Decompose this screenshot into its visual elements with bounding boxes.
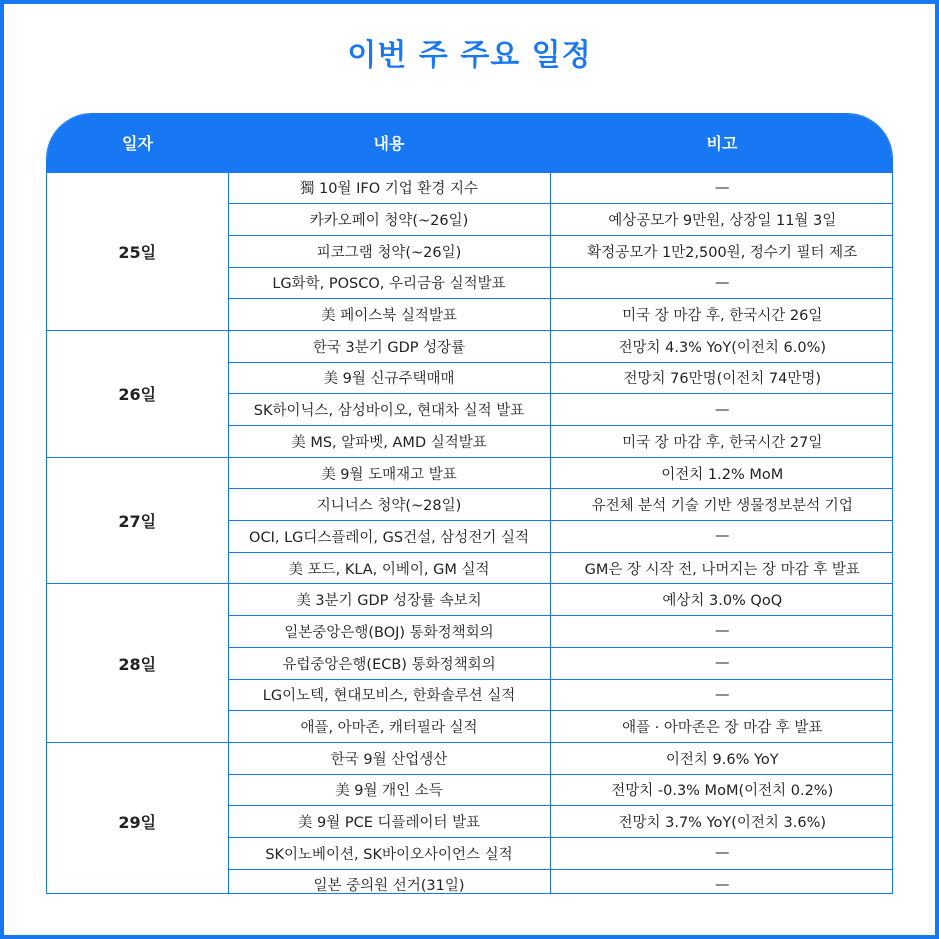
content-cell: 美 포드, KLA, 이베이, GM 실적 xyxy=(228,552,550,584)
content-cell: 피코그램 청약(~26일) xyxy=(228,235,550,267)
table-row xyxy=(47,584,893,616)
note-cell: — xyxy=(550,647,893,679)
content-cell: 美 9월 개인 소득 xyxy=(228,774,550,806)
content-cell: OCI, LG디스플레이, GS건설, 삼성전기 실적 xyxy=(228,521,550,553)
date-cell: 26일 xyxy=(47,330,228,457)
table-row xyxy=(47,742,893,774)
note-cell: 유전체 분석 기술 기반 생물정보분석 기업 xyxy=(550,489,893,521)
note-cell: 확정공모가 1만2,500원, 정수기 필터 제조 xyxy=(550,235,893,267)
note-cell: 전망치 4.3% YoY(이전치 6.0%) xyxy=(550,330,893,362)
note-cell: 이전치 1.2% MoM xyxy=(550,457,893,489)
note-cell: 예상치 3.0% QoQ xyxy=(550,584,893,616)
note-cell: 전망치 76만명(이전치 74만명) xyxy=(550,362,893,394)
note-cell: — xyxy=(550,267,893,299)
content-cell: 한국 3분기 GDP 성장률 xyxy=(228,330,550,362)
note-cell: 전망치 3.7% YoY(이전치 3.6%) xyxy=(550,806,893,838)
date-cell: 27일 xyxy=(47,457,228,584)
header-date: 일자 xyxy=(122,134,153,154)
note-cell: 애플 · 아마존은 장 마감 후 발표 xyxy=(550,711,893,743)
table-row xyxy=(47,330,893,362)
content-cell: 일본중앙은행(BOJ) 통화정책회의 xyxy=(228,616,550,648)
note-cell: — xyxy=(550,616,893,648)
table-header-row xyxy=(47,114,893,172)
content-cell: 일본 중의원 선거(31일) xyxy=(228,869,550,894)
content-cell: 유럽중앙은행(ECB) 통화정책회의 xyxy=(228,647,550,679)
content-cell: 美 9월 PCE 디플레이터 발표 xyxy=(228,806,550,838)
content-cell: 지니너스 청약(~28일) xyxy=(228,489,550,521)
page-title: 이번 주 주요 일정 xyxy=(347,38,592,73)
date-cell: 25일 xyxy=(47,172,228,330)
note-cell: — xyxy=(550,837,893,869)
note-cell: 미국 장 마감 후, 한국시간 26일 xyxy=(550,299,893,331)
content-cell: 獨 10월 IFO 기업 환경 지수 xyxy=(228,172,550,204)
content-cell: 美 9월 도매재고 발표 xyxy=(228,457,550,489)
content-cell: 美 페이스북 실적발표 xyxy=(228,299,550,331)
note-cell: — xyxy=(550,172,893,204)
date-cell: 29일 xyxy=(47,742,228,894)
content-cell: 美 MS, 알파벳, AMD 실적발표 xyxy=(228,426,550,458)
date-cell: 28일 xyxy=(47,584,228,742)
note-cell: — xyxy=(550,521,893,553)
table-row xyxy=(47,457,893,489)
note-cell: 전망치 -0.3% MoM(이전치 0.2%) xyxy=(550,774,893,806)
content-cell: SK하이닉스, 삼성바이오, 현대차 실적 발표 xyxy=(228,394,550,426)
note-cell: 미국 장 마감 후, 한국시간 27일 xyxy=(550,426,893,458)
note-cell: — xyxy=(550,394,893,426)
note-cell: — xyxy=(550,679,893,711)
content-cell: 美 9월 신규주택매매 xyxy=(228,362,550,394)
note-cell: 이전치 9.6% YoY xyxy=(550,742,893,774)
table-row xyxy=(47,172,893,204)
note-cell: — xyxy=(550,869,893,894)
table-body xyxy=(47,172,893,894)
content-cell: LG화학, POSCO, 우리금융 실적발표 xyxy=(228,267,550,299)
header-note: 비고 xyxy=(706,134,738,154)
content-cell: 美 3분기 GDP 성장률 속보치 xyxy=(228,584,550,616)
content-cell: 한국 9월 산업생산 xyxy=(228,742,550,774)
header-content: 내용 xyxy=(373,134,405,154)
schedule-table xyxy=(46,113,893,894)
content-cell: SK이노베이션, SK바이오사이언스 실적 xyxy=(228,837,550,869)
note-cell: 예상공모가 9만원, 상장일 11월 3일 xyxy=(550,204,893,236)
content-cell: LG이노텍, 현대모비스, 한화솔루션 실적 xyxy=(228,679,550,711)
content-cell: 애플, 아마존, 캐터필라 실적 xyxy=(228,711,550,743)
content-cell: 카카오페이 청약(~26일) xyxy=(228,204,550,236)
note-cell: GM은 장 시작 전, 나머지는 장 마감 후 발표 xyxy=(550,552,893,584)
